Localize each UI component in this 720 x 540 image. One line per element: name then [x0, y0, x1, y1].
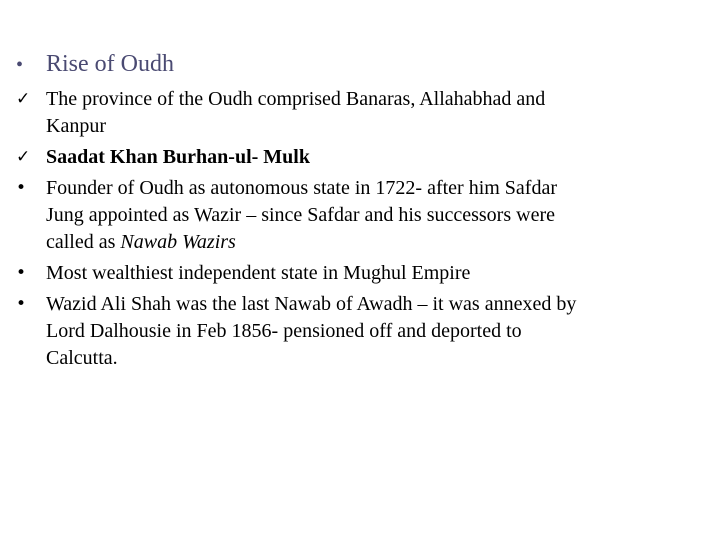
checkmark-icon: ✓ — [16, 147, 31, 167]
bullet-list — [16, 86, 706, 376]
bullet-icon: • — [16, 54, 24, 76]
bullet-icon: • — [16, 178, 27, 198]
checkmark-icon: ✓ — [16, 89, 31, 109]
list-item — [16, 175, 706, 256]
list-item-text: Wazid Ali Shah was the last Nawab of Awadh – it was annexed by Lord Dalhousie in Feb 1856- pensioned off and deported to Calcutta. — [46, 293, 577, 369]
list-item-text — [46, 175, 706, 256]
bullet-icon: • — [16, 294, 27, 314]
list-item — [16, 144, 706, 171]
list-item-text: Saadat Khan Burhan-ul- Mulk — [46, 146, 310, 168]
list-item-text: The province of the Oudh comprised Banaras, Allahabhad and Kanpur — [46, 88, 546, 137]
slide-heading — [16, 49, 706, 80]
list-item — [16, 291, 706, 372]
heading-text: Rise of Oudh — [46, 51, 174, 77]
bullet-icon: • — [16, 263, 27, 283]
list-item-emphasis: Nawab Wazirs — [120, 231, 236, 253]
list-item — [16, 260, 706, 287]
list-item-text-plain: Founder of Oudh as autonomous state in 1722- after him Safdar Jung appointed as Wazir – since Safdar and his successors were called as — [46, 177, 558, 253]
list-item-text: Most wealthiest independent state in Mughul Empire — [46, 262, 471, 284]
list-item — [16, 86, 706, 140]
